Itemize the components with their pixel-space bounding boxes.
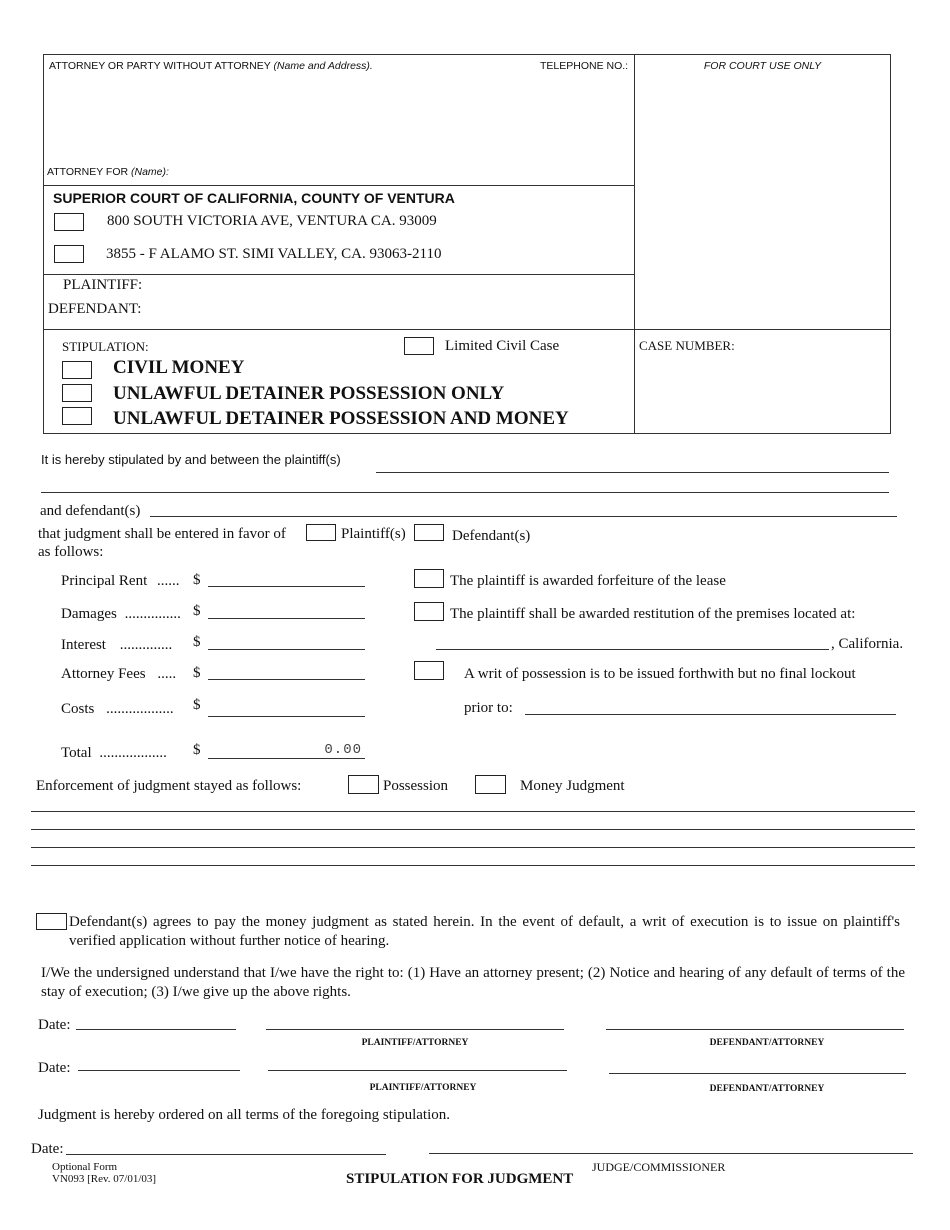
costs-label: Costs .................. [61,701,174,717]
restitution-checkbox[interactable] [414,602,444,621]
defendant-attorney-caption-2: DEFENDANT/ATTORNEY [709,1084,825,1094]
forfeiture-checkbox[interactable] [414,569,444,588]
date-input-1[interactable] [76,1012,236,1030]
prior-to-input[interactable] [525,697,896,715]
costs-currency: $ [193,697,201,713]
ud-possession-money-checkbox[interactable] [62,407,92,425]
ud-possession-only-checkbox[interactable] [62,384,92,402]
favor-defendants-label: Defendant(s) [452,528,531,544]
judge-signature[interactable] [429,1136,913,1154]
defendants-input[interactable] [150,499,897,517]
date-label-1: Date: [38,1017,71,1033]
limited-civil-case-checkbox[interactable] [404,337,434,355]
plaintiff-signature-2[interactable] [268,1053,567,1071]
caption-rule [43,274,634,275]
prior-to-label: prior to: [464,700,513,716]
costs-input[interactable] [208,699,365,717]
forfeiture-text: The plaintiff is awarded forfeiture of the lease [450,573,726,589]
stipulated-text: It is hereby stipulated by and between the plaintiff(s) [41,452,341,467]
caption-rule [43,185,634,186]
california-suffix: , California. [831,636,904,652]
plaintiff-attorney-caption-1: PLAINTIFF/ATTORNEY [361,1038,469,1048]
court-location-ventura-checkbox[interactable] [54,213,84,231]
stay-money-judgment-label: Money Judgment [520,778,625,794]
favor-plaintiffs-checkbox[interactable] [306,524,336,541]
defendant-signature-2[interactable] [609,1056,906,1074]
court-use-label: FOR COURT USE ONLY [703,60,822,72]
attorney-fees-currency: $ [193,665,201,681]
restitution-text: The plaintiff shall be awarded restitution of the premises located at: [450,606,856,622]
and-defendants-text: and defendant(s) [40,503,141,519]
date-input-2[interactable] [78,1053,240,1071]
stay-terms-line-3[interactable] [31,830,915,848]
plaintiff-attorney-caption-2: PLAINTIFF/ATTORNEY [369,1083,477,1093]
civil-money-option: CIVIL MONEY [113,357,245,378]
interest-label: Interest .............. [61,637,173,653]
stay-terms-line-4[interactable] [31,848,915,866]
interest-input[interactable] [208,632,365,650]
ud-possession-only-option: UNLAWFUL DETAINER POSSESSION ONLY [113,383,505,404]
damages-label: Damages ............... [61,606,181,622]
civil-money-checkbox[interactable] [62,361,92,379]
writ-of-possession-checkbox[interactable] [414,661,444,680]
total-value: 0.00 [208,742,365,759]
plaintiffs-continued-input[interactable] [41,475,889,493]
principal-rent-currency: $ [193,572,201,588]
plaintiff-label: PLAINTIFF: [63,277,143,293]
principal-rent-label: Principal Rent ...... [61,573,180,589]
stipulation-label: STIPULATION: [62,339,149,354]
court-address-simi: 3855 - F ALAMO ST. SIMI VALLEY, CA. 93063-2110 [106,246,442,262]
favor-defendants-checkbox[interactable] [414,524,444,541]
defendant-attorney-caption-1: DEFENDANT/ATTORNEY [709,1038,825,1048]
stay-terms-line-2[interactable] [31,812,915,830]
interest-currency: $ [193,634,201,650]
defendant-agrees-text: Defendant(s) agrees to pay the money judgment as stated herein. In the event of default, a writ of execution is to issue on plaintiff's verified application without further notice of hearing. [69,914,900,949]
date-label-3: Date: [31,1141,64,1157]
principal-rent-input[interactable] [208,569,365,587]
telephone-label: TELEPHONE NO.: [540,60,629,72]
favor-plaintiffs-label: Plaintiff(s) [341,526,406,542]
stay-possession-checkbox[interactable] [348,775,379,794]
total-currency: $ [193,742,201,758]
attorney-fees-label: Attorney Fees ..... [61,666,177,682]
damages-input[interactable] [208,601,365,619]
defendant-signature-1[interactable] [606,1012,904,1030]
judgment-favor-text: that judgment shall be entered in favor of [38,526,286,542]
rights-text: I/We the undersigned understand that I/we have the right to: (1) Have an attorney present; (2) Notice and hearing of any default of terms of the stay of execution; (3) I/we give up the above rights. [41,965,905,1000]
as-follows-text: as follows: [38,544,104,560]
stay-terms-line-1[interactable] [31,794,915,812]
plaintiff-name-input[interactable] [150,278,632,298]
stay-possession-label: Possession [383,778,449,794]
stay-money-judgment-checkbox[interactable] [475,775,506,794]
attorney-label: ATTORNEY OR PARTY WITHOUT ATTORNEY (Name and Address). [49,60,373,72]
total-label: Total .................. [61,745,167,761]
caption-rule [43,329,891,330]
telephone-input[interactable] [540,76,634,94]
attorney-for-input[interactable] [160,164,634,182]
plaintiffs-input[interactable] [376,455,889,473]
premises-address-input[interactable] [436,632,829,650]
case-number-input[interactable] [640,360,889,380]
judgment-ordered-text: Judgment is hereby ordered on all terms of the foregoing stipulation. [38,1107,450,1123]
writ-text: A writ of possession is to be issued forthwith but no final lockout [464,666,856,682]
enforcement-label: Enforcement of judgment stayed as follows: [36,778,302,794]
date-label-2: Date: [38,1060,71,1076]
court-address-ventura: 800 SOUTH VICTORIA AVE, VENTURA CA. 93009 [107,213,437,229]
damages-currency: $ [193,603,201,619]
form-number: VN093 [Rev. 07/01/03] [52,1173,157,1185]
plaintiff-signature-1[interactable] [266,1012,564,1030]
judge-commissioner-caption: JUDGE/COMMISSIONER [592,1160,726,1174]
defendant-agrees-checkbox[interactable] [36,913,67,930]
defendant-name-input[interactable] [150,302,632,322]
ud-possession-money-option: UNLAWFUL DETAINER POSSESSION AND MONEY [113,408,569,429]
defendant-label: DEFENDANT: [48,301,142,317]
form-title: STIPULATION FOR JUDGMENT [346,1171,574,1187]
date-input-3[interactable] [66,1137,386,1155]
court-location-simi-checkbox[interactable] [54,245,84,263]
attorney-for-label: ATTORNEY FOR (Name): [47,166,169,178]
court-name: SUPERIOR COURT OF CALIFORNIA, COUNTY OF VENTURA [53,190,455,206]
attorney-fees-input[interactable] [208,662,365,680]
optional-form-label: Optional Form [52,1161,118,1173]
limited-civil-case-label: Limited Civil Case [445,338,560,354]
case-number-label: CASE NUMBER: [639,338,735,353]
caption-divider [634,54,635,434]
